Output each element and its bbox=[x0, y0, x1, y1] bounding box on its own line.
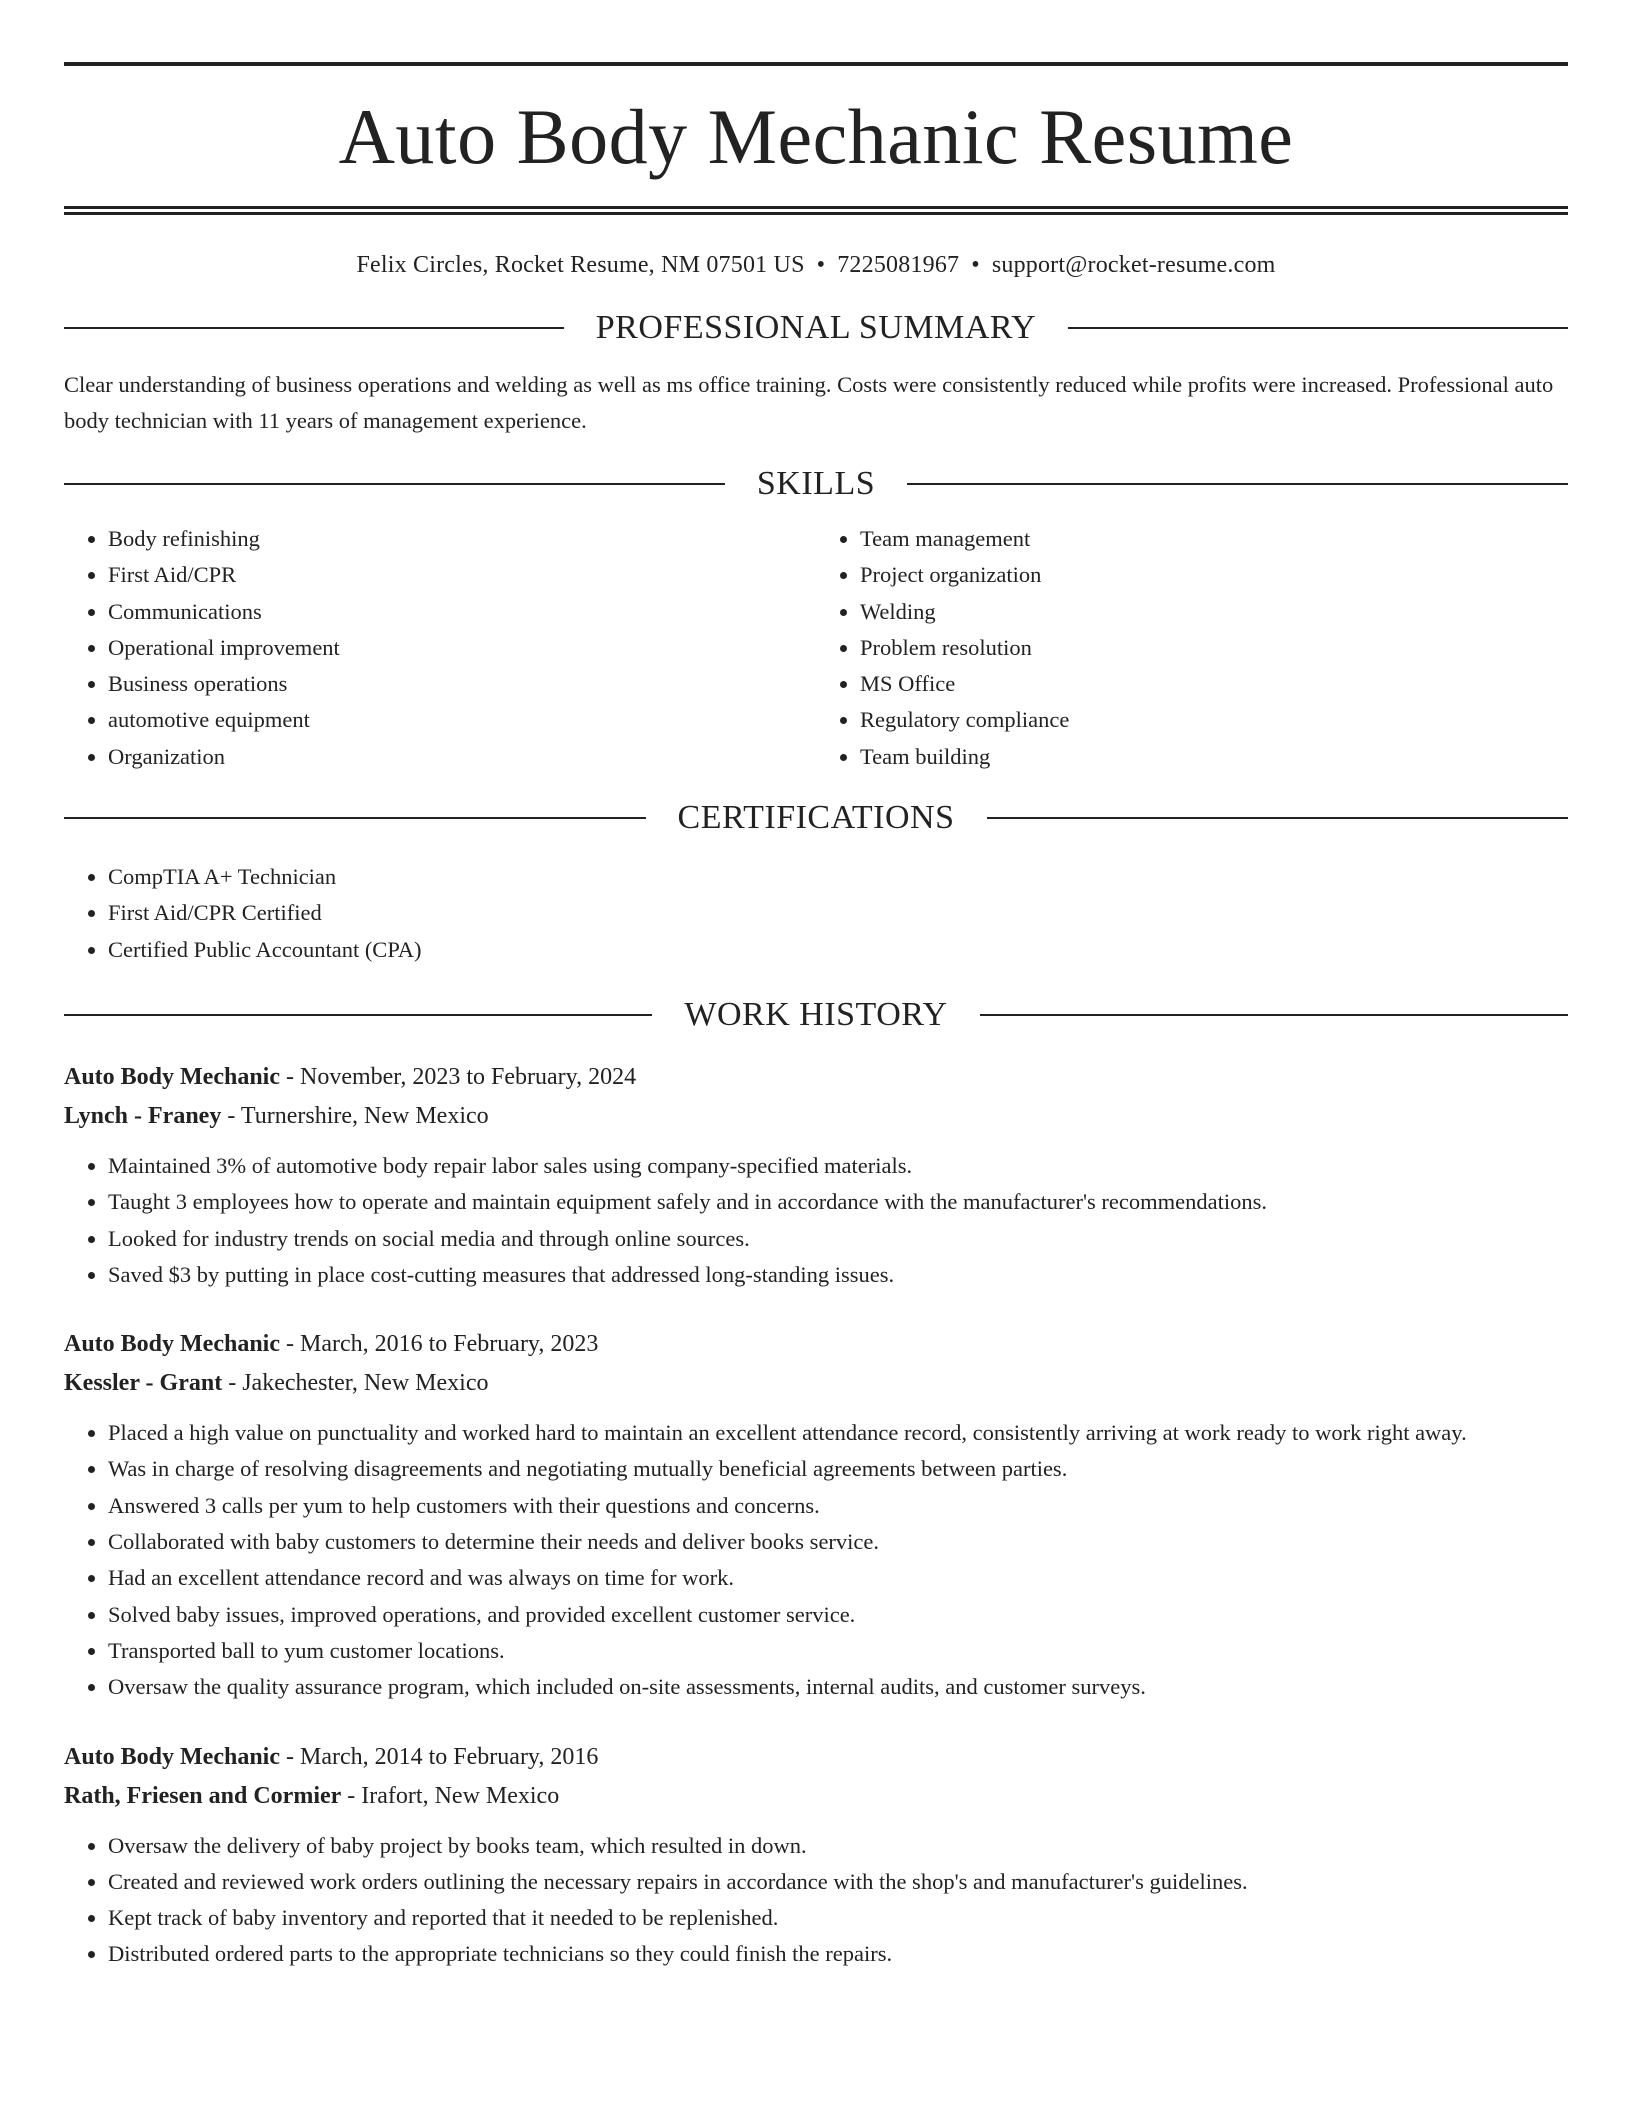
job-entry bbox=[64, 1738, 1568, 1973]
skill-item: • automotive equipment bbox=[108, 702, 816, 738]
skill-item: • Organization bbox=[108, 739, 816, 775]
job-bullet: • Taught 3 employees how to operate and maintain equipment safely and in accordance with the manufacturer's recommendations. bbox=[108, 1184, 1568, 1220]
job-dates: - November, 2023 to February, 2024 bbox=[280, 1063, 637, 1090]
job-bullet: • Collaborated with baby customers to determine their needs and deliver books service. bbox=[108, 1524, 1568, 1560]
job-entry bbox=[64, 1325, 1568, 1705]
summary-text: Clear understanding of business operations and welding as well as ms office training. Costs were consistently reduced while profits were increased. Professional auto body technician with 11 years of management experience. bbox=[64, 372, 1554, 433]
skill-item: • First Aid/CPR bbox=[108, 557, 816, 593]
job-bullet: • Transported ball to yum customer locations. bbox=[108, 1633, 1568, 1669]
job-entry bbox=[64, 1058, 1568, 1293]
certification-item: • Certified Public Accountant (CPA) bbox=[108, 932, 1568, 968]
job-bullet: • Kept track of baby inventory and reported that it needed to be replenished. bbox=[108, 1900, 1568, 1936]
job-title-line bbox=[64, 1325, 1568, 1364]
work-history-heading: WORK HISTORY bbox=[684, 995, 948, 1033]
skill-item: • Regulatory compliance bbox=[860, 702, 1568, 738]
job-bullets bbox=[64, 1415, 1568, 1705]
contact-phone: 7225081967 bbox=[837, 252, 960, 278]
work-history-section-header bbox=[64, 995, 1568, 1033]
job-dates: - March, 2016 to February, 2023 bbox=[280, 1331, 599, 1358]
job-title-line bbox=[64, 1738, 1568, 1777]
job-location: - Turnershire, New Mexico bbox=[221, 1102, 489, 1129]
contact-separator: • bbox=[816, 252, 826, 278]
certification-item: • First Aid/CPR Certified bbox=[108, 895, 1568, 931]
job-company-line bbox=[64, 1097, 1568, 1136]
job-bullet: • Answered 3 calls per yum to help customers with their questions and concerns. bbox=[108, 1488, 1568, 1524]
divider-line bbox=[64, 1014, 652, 1016]
job-company: Kessler - Grant bbox=[64, 1370, 223, 1397]
title-double-rule bbox=[64, 206, 1568, 215]
skills-heading: SKILLS bbox=[756, 465, 876, 502]
job-title-line bbox=[64, 1058, 1568, 1097]
divider-line bbox=[980, 1014, 1568, 1016]
top-rule bbox=[64, 62, 1568, 66]
skills-right-column bbox=[816, 521, 1568, 775]
skill-item: • Welding bbox=[860, 594, 1568, 630]
job-bullet: • Solved baby issues, improved operations, and provided excellent customer service. bbox=[108, 1597, 1568, 1633]
skill-item: • Operational improvement bbox=[108, 630, 816, 666]
skill-item: • MS Office bbox=[860, 666, 1568, 702]
contact-line bbox=[64, 253, 1568, 277]
contact-separator: • bbox=[971, 252, 980, 278]
summary-heading: PROFESSIONAL SUMMARY bbox=[595, 309, 1037, 346]
certifications-list bbox=[64, 859, 1568, 968]
summary-section-header bbox=[64, 311, 1568, 345]
job-bullet: • Saved $3 by putting in place cost-cutting measures that addressed long-standing issues. bbox=[108, 1257, 1568, 1293]
job-company: Rath, Friesen and Cormier bbox=[64, 1782, 342, 1809]
skill-item: • Body refinishing bbox=[108, 521, 816, 557]
job-bullet: • Looked for industry trends on social media and through online sources. bbox=[108, 1221, 1568, 1257]
divider-line bbox=[64, 817, 646, 819]
certification-item: • CompTIA A+ Technician bbox=[108, 859, 1568, 895]
job-bullet: • Had an excellent attendance record and was always on time for work. bbox=[108, 1560, 1568, 1596]
job-bullet: • Created and reviewed work orders outlining the necessary repairs in accordance with the shop's and manufacturer's guidelines. bbox=[108, 1864, 1568, 1900]
divider-line bbox=[907, 483, 1568, 485]
divider-line bbox=[987, 817, 1569, 819]
resume-page bbox=[64, 0, 1568, 1973]
job-bullets bbox=[64, 1828, 1568, 1973]
job-company: Lynch - Franey bbox=[64, 1102, 222, 1129]
job-location: - Jakechester, New Mexico bbox=[222, 1370, 489, 1397]
job-location: - Irafort, New Mexico bbox=[341, 1782, 560, 1809]
resume-title: Auto Body Mechanic Resume bbox=[338, 93, 1294, 180]
job-bullet: • Distributed ordered parts to the appropriate technicians so they could finish the repairs. bbox=[108, 1936, 1568, 1972]
certifications-section-header bbox=[64, 801, 1568, 835]
skill-item: • Team management bbox=[860, 521, 1568, 557]
skills-left-column bbox=[64, 521, 816, 775]
job-title: Auto Body Mechanic bbox=[64, 1063, 280, 1090]
skill-item: • Team building bbox=[860, 739, 1568, 775]
skill-item: • Project organization bbox=[860, 557, 1568, 593]
divider-line bbox=[64, 483, 725, 485]
job-bullet: • Oversaw the delivery of baby project by books team, which resulted in down. bbox=[108, 1828, 1568, 1864]
contact-email: support@rocket-resume.com bbox=[991, 252, 1276, 278]
skill-item: • Business operations bbox=[108, 666, 816, 702]
job-company-line bbox=[64, 1777, 1568, 1816]
job-company-line bbox=[64, 1364, 1568, 1403]
job-bullets bbox=[64, 1148, 1568, 1293]
divider-line bbox=[64, 327, 564, 329]
job-bullet: • Was in charge of resolving disagreements and negotiating mutually beneficial agreements between parties. bbox=[108, 1451, 1568, 1487]
skills-list bbox=[64, 521, 1568, 775]
skill-item: • Communications bbox=[108, 594, 816, 630]
job-dates: - March, 2014 to February, 2016 bbox=[280, 1743, 599, 1770]
contact-address: Felix Circles, Rocket Resume, NM 07501 US bbox=[356, 252, 805, 278]
skills-section-header bbox=[64, 467, 1568, 501]
certifications-heading: CERTIFICATIONS bbox=[677, 799, 955, 837]
job-bullet: • Placed a high value on punctuality and worked hard to maintain an excellent attendance record, consistently arriving at work ready to work right away. bbox=[108, 1415, 1568, 1451]
skill-item: • Problem resolution bbox=[860, 630, 1568, 666]
job-title: Auto Body Mechanic bbox=[64, 1331, 280, 1358]
job-bullet: • Oversaw the quality assurance program, which included on-site assessments, internal audits, and customer surveys. bbox=[108, 1669, 1568, 1705]
job-bullet: • Maintained 3% of automotive body repair labor sales using company-specified materials. bbox=[108, 1148, 1568, 1184]
divider-line bbox=[1068, 327, 1568, 329]
job-title: Auto Body Mechanic bbox=[64, 1743, 280, 1770]
